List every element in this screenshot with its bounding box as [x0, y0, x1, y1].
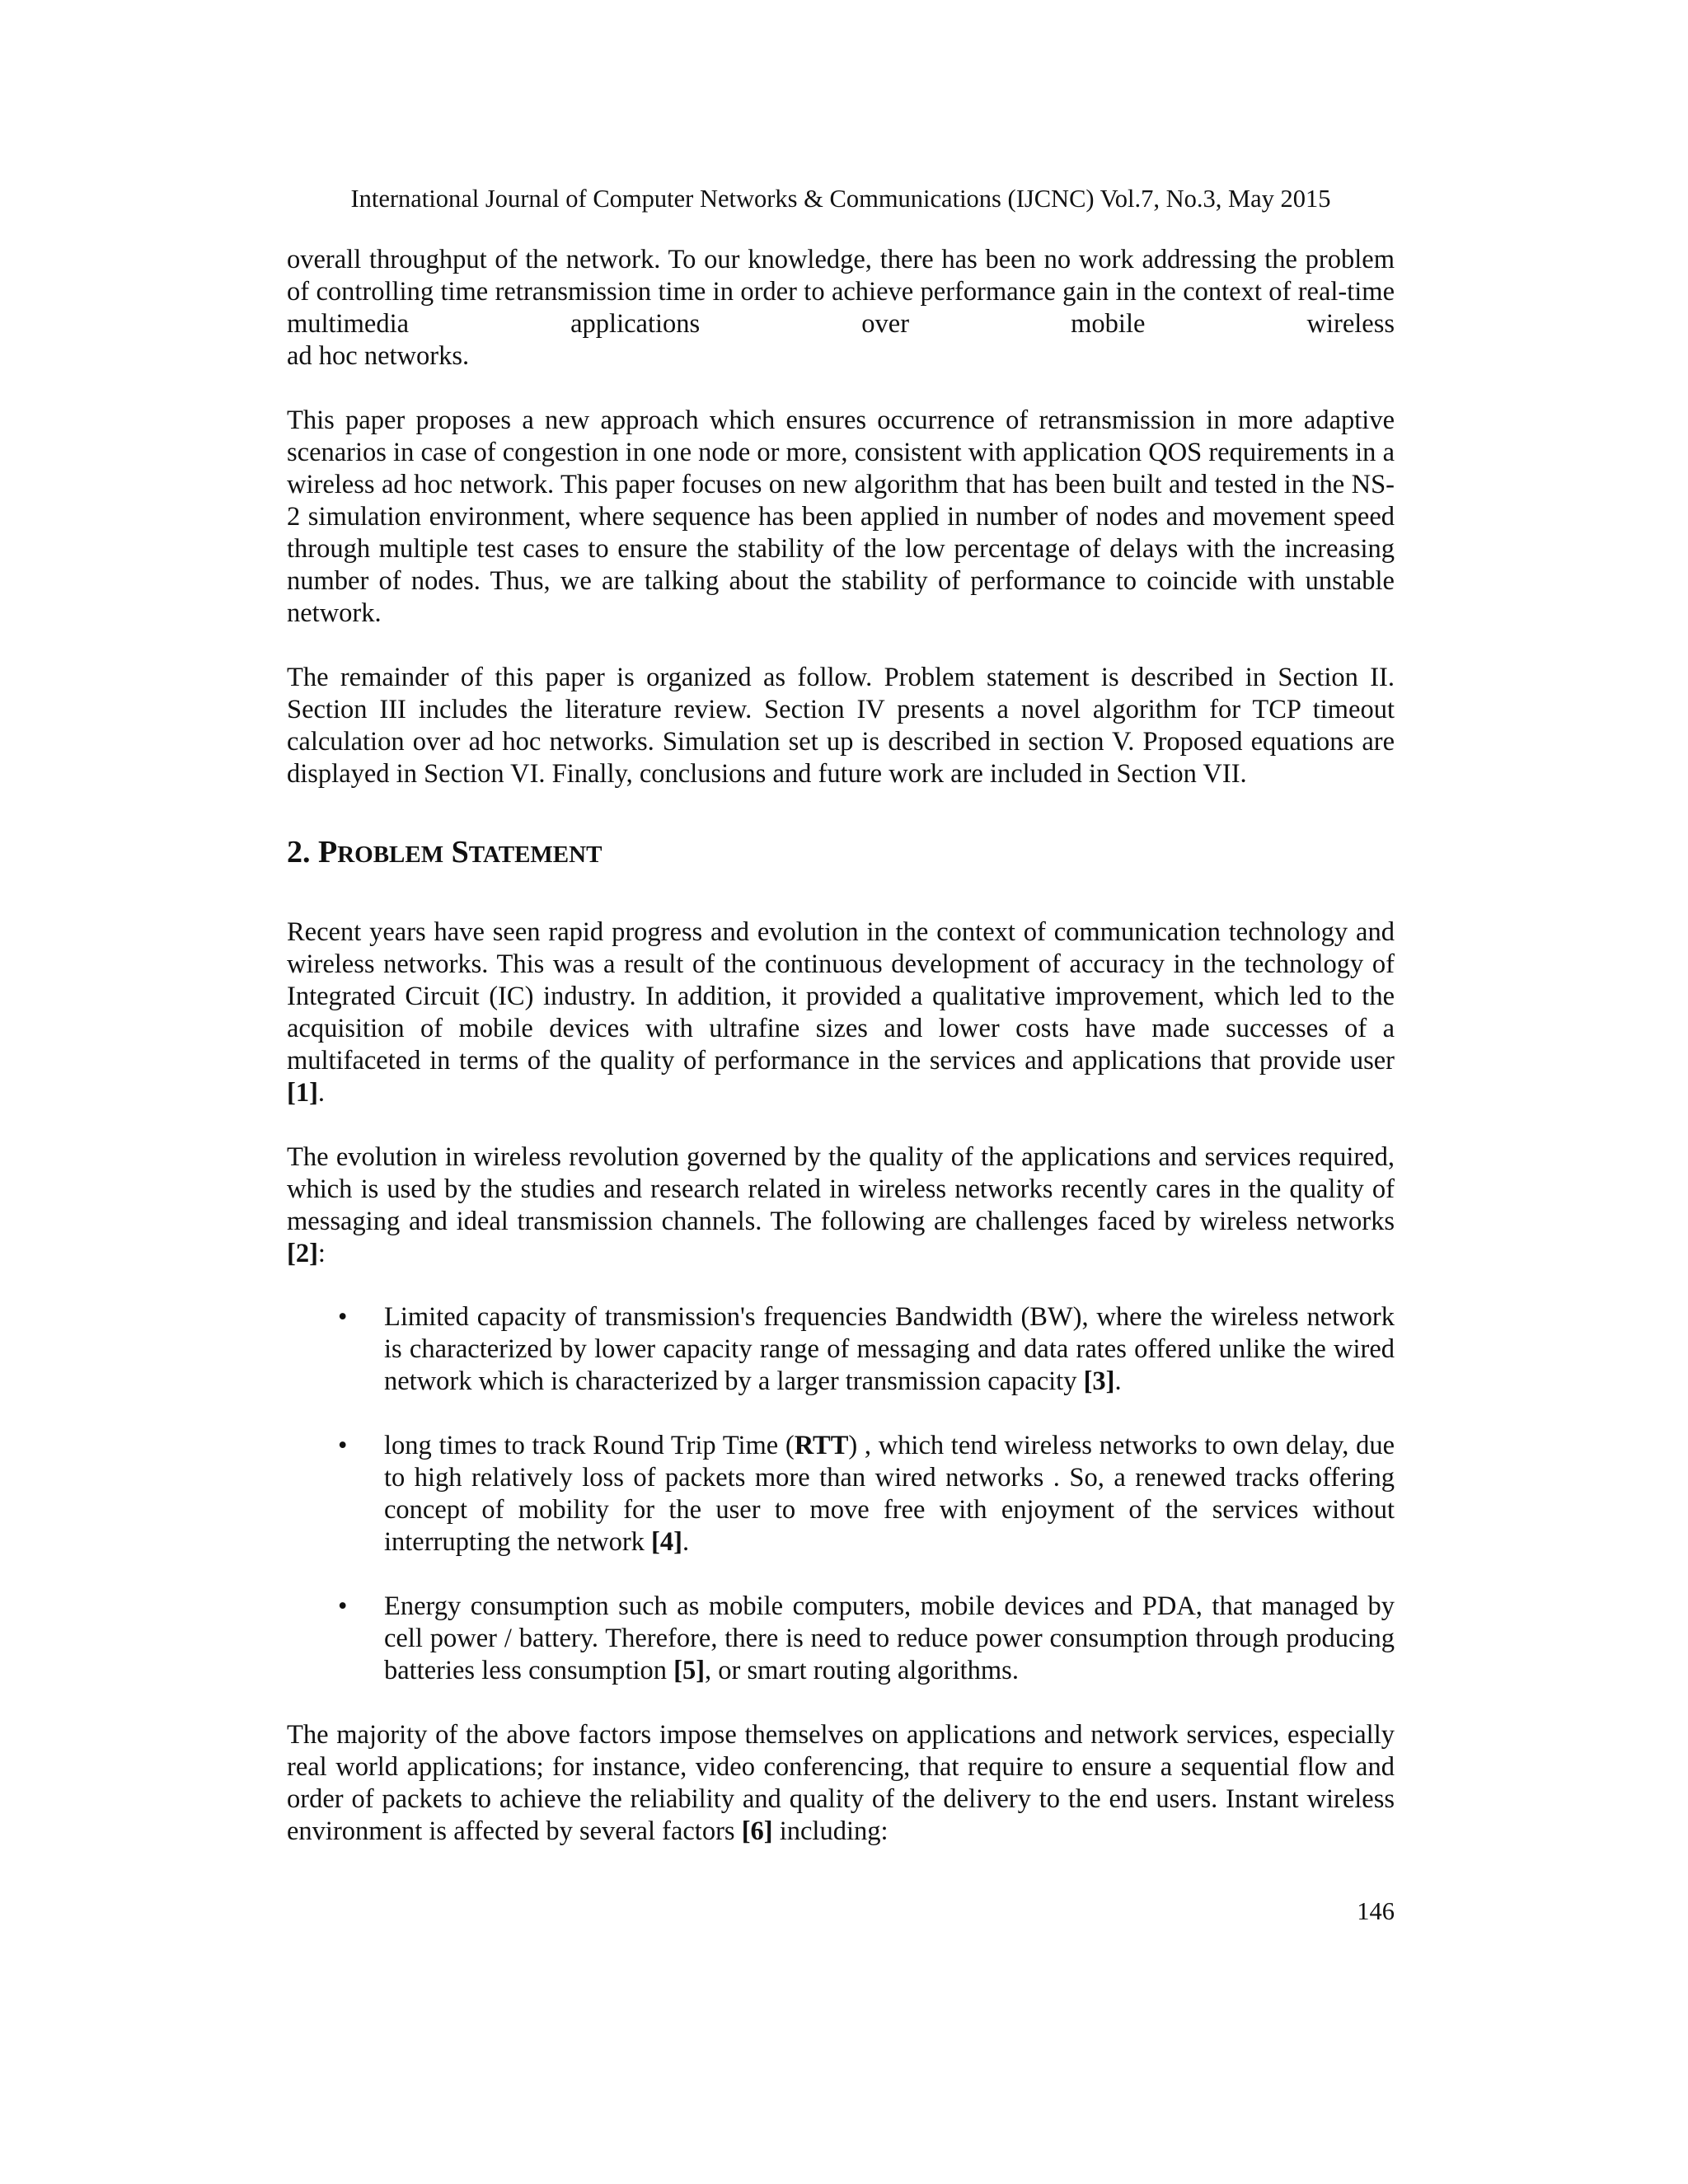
- heading-initial-p: P: [318, 835, 338, 869]
- citation-3: [3]: [1083, 1366, 1115, 1396]
- citation-4: [4]: [651, 1527, 682, 1557]
- list-item: [287, 1430, 1395, 1558]
- bullet-text: [384, 1301, 1395, 1398]
- intro-paragraph-1-last-line: ad hoc networks.: [287, 341, 470, 371]
- citation-1: [1]: [287, 1078, 318, 1108]
- bullet-body: ) , which tend wireless networks to own delay, due to high relatively loss of packets more than wired networks . So, a renewed tracks offering concept of mobility for the user to move free with enjoyment of the services without interrupting the network: [384, 1431, 1395, 1557]
- heading-initial-s: S: [451, 835, 469, 869]
- problem-paragraph-2-text: The evolution in wireless revolution governed by the quality of the applications and services required, which is used by the studies and research related in wireless networks recently cares in the quality of messaging and ideal transmission channels. The following are challenges faced by wireless networks: [287, 1142, 1395, 1236]
- citation-6: [6]: [741, 1816, 773, 1846]
- bullet-body: Limited capacity of transmission's frequencies Bandwidth (BW), where the wireless network is characterized by lower capacity range of messaging and data rates offered unlike the wired network which is characterized by a larger transmission capacity: [384, 1302, 1395, 1396]
- punctuation: .: [1114, 1366, 1122, 1396]
- problem-paragraph-2: [287, 1141, 1395, 1270]
- heading-rest-problem: ROBLEM: [337, 841, 444, 868]
- punctuation: :: [317, 1239, 326, 1268]
- bullet-icon: •: [338, 1431, 348, 1460]
- list-item: [287, 1591, 1395, 1687]
- citation-5: [5]: [673, 1656, 706, 1685]
- punctuation: .: [682, 1527, 690, 1557]
- problem-paragraph-3: [287, 1719, 1395, 1848]
- challenges-list: [287, 1301, 1395, 1687]
- intro-paragraph-3: The remainder of this paper is organized as follow. Problem statement is described in Section II. Section III includes the literature review. Section IV presents a novel algorithm for TCP timeout calculation over ad hoc networks. Simulation set up is described in section V. Proposed equations are displayed in Section VI. Finally, conclusions and future work are included in Section VII.: [287, 663, 1395, 789]
- heading-rest-statement: TATEMENT: [468, 841, 603, 868]
- bullet-icon: •: [338, 1591, 348, 1621]
- bullet-icon: •: [338, 1302, 348, 1332]
- bullet-body: Energy consumption such as mobile computers, mobile devices and PDA, that managed by cell power / battery. Therefore, there is need to reduce power consumption through producing batteries less consumption: [384, 1591, 1395, 1685]
- bullet-text: [384, 1591, 1395, 1687]
- section-number: 2.: [287, 835, 311, 869]
- bullet-text: [384, 1430, 1395, 1558]
- running-header: International Journal of Computer Networks & Communications (IJCNC) Vol.7, No.3, May 2015: [350, 185, 1331, 213]
- list-item: [287, 1301, 1395, 1398]
- citation-2: [2]: [287, 1239, 318, 1268]
- bullet-body-start: long times to track Round Trip Time (: [384, 1431, 795, 1460]
- problem-paragraph-3-text: The majority of the above factors impose themselves on applications and network services, especially real world applications; for instance, video conferencing, that require to ensure a sequential flow and order of packets to achieve the reliability and quality of the delivery to the end users. Instant wireless environment is affected by several factors: [287, 1720, 1395, 1846]
- intro-paragraph-1: overall throughput of the network. To our knowledge, there has been no work addressing the problem of controlling time retransmission time in order to achieve performance gain in the context of real-time multimedia applications over mobile wireless: [287, 245, 1395, 339]
- page-number: 146: [1357, 1897, 1395, 1925]
- intro-paragraph-2: This paper proposes a new approach which ensures occurrence of retransmission in more adaptive scenarios in case of congestion in one node or more, consistent with application QOS requirements in a wireless ad hoc network. This paper focuses on new algorithm that has been built and tested in the NS-2 simulation environment, where sequence has been applied in number of nodes and movement speed through multiple test cases to ensure the stability of the low percentage of delays with the increasing number of nodes. Thus, we are talking about the stability of performance to coincide with unstable network.: [287, 405, 1395, 628]
- paragraph-end: including:: [772, 1816, 889, 1846]
- problem-paragraph-1-text: Recent years have seen rapid progress and evolution in the context of communication technology and wireless networks. This was a result of the continuous development of accuracy in the technology of Integrated Circuit (IC) industry. In addition, it provided a qualitative improvement, which led to the acquisition of mobile devices with ultrafine sizes and lower costs have made successes of a multifaceted in terms of the quality of performance in the services and applications that provide user: [287, 917, 1395, 1076]
- bullet-body-end: , or smart routing algorithms.: [705, 1656, 1019, 1685]
- problem-paragraph-1: [287, 916, 1395, 1109]
- section-heading-problem-statement: [287, 832, 1395, 875]
- rtt-acronym: RTT: [794, 1431, 849, 1460]
- body-text-column: [287, 244, 1395, 1848]
- punctuation: .: [317, 1078, 326, 1108]
